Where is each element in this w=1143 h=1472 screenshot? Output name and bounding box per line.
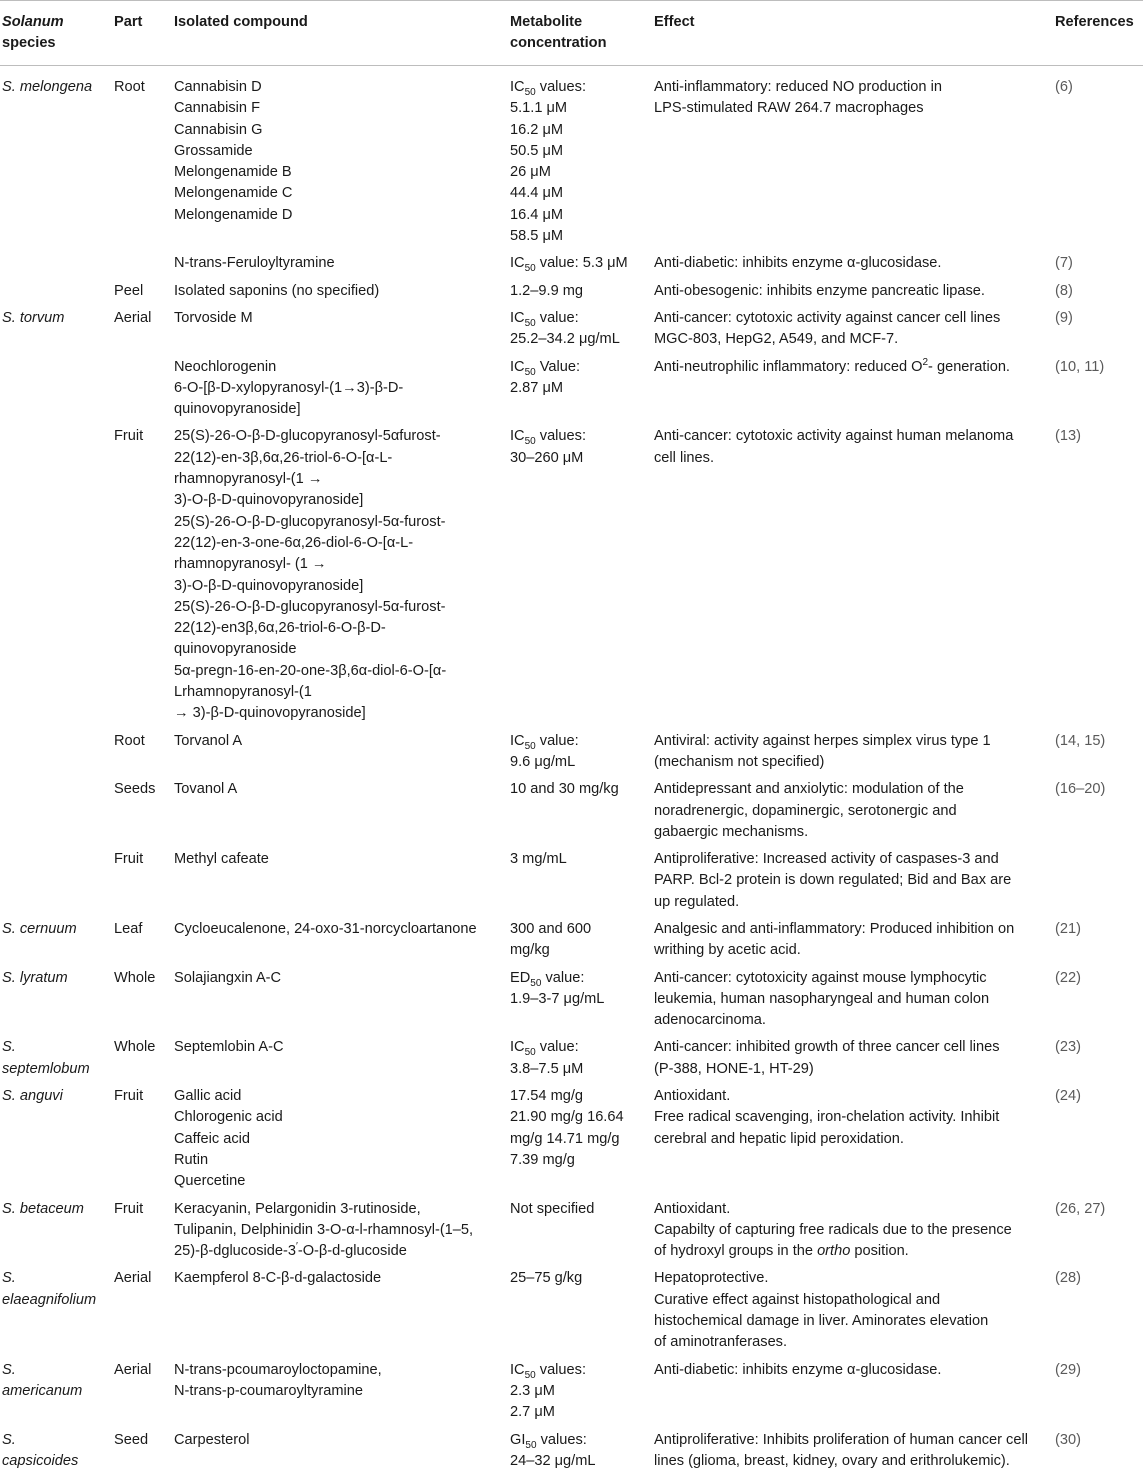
compound-cell: Solajiangxin A-C <box>171 968 507 1038</box>
compound-cell: Cycloeucalenone, 24-oxo-31-norcycloartanone <box>171 919 507 968</box>
header-references: References <box>1052 1 1143 66</box>
effect-cell: Anti-cancer: cytotoxic activity against cancer cell lines MGC-803, HepG2, A549, and MCF-7. <box>651 308 1052 357</box>
header-effect: Effect <box>651 1 1052 66</box>
species-cell: S. anguvi <box>0 1086 111 1198</box>
species-cell <box>0 849 111 919</box>
part-cell: Seeds <box>111 779 171 849</box>
part-cell: Aerial <box>111 1268 171 1359</box>
effect-cell: Antidepressant and anxiolytic: modulation of the noradrenergic, dopaminergic, serotonergic and gabaergic mechanisms. <box>651 779 1052 849</box>
references-cell: (9) <box>1052 308 1143 357</box>
header-row <box>0 1 1143 66</box>
effect-cell: Anti-inflammatory: reduced NO production in LPS-stimulated RAW 264.7 macrophages <box>651 77 1052 253</box>
table-row <box>0 1037 1143 1086</box>
header-concentration: Metabolite concentration <box>507 1 651 66</box>
part-cell: Peel <box>111 281 171 308</box>
table-row <box>0 1268 1143 1359</box>
references-cell: (13) <box>1052 426 1143 730</box>
effect-cell: Anti-cancer: cytotoxicity against mouse lymphocytic leukemia, human nasopharyngeal and human colon adenocarcinoma. <box>651 968 1052 1038</box>
concentration-cell: 300 and 600 mg/kg <box>507 919 651 968</box>
references-cell: (23) <box>1052 1037 1143 1086</box>
compound-cell: Tovanol A <box>171 779 507 849</box>
species-cell: S. elaeagnifolium <box>0 1268 111 1359</box>
effect-cell: Anti-cancer: cytotoxic activity against human melanoma cell lines. <box>651 426 1052 730</box>
table-row <box>0 919 1143 968</box>
table-row <box>0 308 1143 357</box>
part-cell: Aerial <box>111 308 171 357</box>
effect-cell: Antiproliferative: Inhibits proliferation of human cancer cell lines (glioma, breast, kidney, ovary and erithrolukemic). <box>651 1430 1052 1472</box>
compound-cell: N-trans-pcoumaroyloctopamine, N-trans-p-coumaroyltyramine <box>171 1360 507 1430</box>
part-cell: Root <box>111 731 171 780</box>
references-cell: (16–20) <box>1052 779 1143 849</box>
part-cell: Leaf <box>111 919 171 968</box>
part-cell: Root <box>111 77 171 253</box>
species-cell: S. torvum <box>0 308 111 357</box>
species-cell: S. septemlobum <box>0 1037 111 1086</box>
references-cell: (22) <box>1052 968 1143 1038</box>
table-row <box>0 1430 1143 1472</box>
references-cell: (14, 15) <box>1052 731 1143 780</box>
part-cell: Fruit <box>111 849 171 919</box>
compound-cell: Cannabisin D Cannabisin F Cannabisin G Grossamide Melongenamide B Melongenamide C Melongenamide D <box>171 77 507 253</box>
references-cell: (10, 11) <box>1052 357 1143 427</box>
references-cell: (6) <box>1052 77 1143 253</box>
references-cell <box>1052 849 1143 919</box>
table-body <box>0 66 1143 1472</box>
table-row <box>0 1199 1143 1269</box>
species-cell: S. capsicoides <box>0 1430 111 1472</box>
table-row <box>0 77 1143 253</box>
references-cell: (28) <box>1052 1268 1143 1359</box>
concentration-cell: $IC_{50}$ Value: 2.87 μM <box>507 357 651 427</box>
compound-cell: Carpesterol <box>171 1430 507 1472</box>
species-cell: S. lyratum <box>0 968 111 1038</box>
species-cell <box>0 426 111 730</box>
compound-cell: Torvanol A <box>171 731 507 780</box>
table-row <box>0 731 1143 780</box>
header-compound: Isolated compound <box>171 1 507 66</box>
concentration-cell: $IC_{50}$ value: 3.8–7.5 μM <box>507 1037 651 1086</box>
table-row <box>0 779 1143 849</box>
part-cell: Seed <box>111 1430 171 1472</box>
references-cell: (8) <box>1052 281 1143 308</box>
table-row <box>0 1086 1143 1198</box>
concentration-cell: $IC_{50}$ values: 30–260 μM <box>507 426 651 730</box>
effect-cell: Antioxidant. Free radical scavenging, iron-chelation activity. Inhibit cerebral and hepatic lipid peroxidation. <box>651 1086 1052 1198</box>
effect-cell: Anti-obesogenic: inhibits enzyme pancreatic lipase. <box>651 281 1052 308</box>
effect-cell: Anti-diabetic: inhibits enzyme α-glucosidase. <box>651 253 1052 280</box>
table-row <box>0 253 1143 280</box>
species-cell: S. melongena <box>0 77 111 253</box>
references-cell: (24) <box>1052 1086 1143 1198</box>
species-cell <box>0 281 111 308</box>
effect-cell: Antiviral: activity against herpes simplex virus type 1 (mechanism not specified) <box>651 731 1052 780</box>
references-cell: (26, 27) <box>1052 1199 1143 1269</box>
compound-cell: N-trans-Feruloyltyramine <box>171 253 507 280</box>
species-cell <box>0 731 111 780</box>
part-cell: Whole <box>111 968 171 1038</box>
species-cell <box>0 779 111 849</box>
references-cell: (21) <box>1052 919 1143 968</box>
table-header <box>0 1 1143 66</box>
header-species: Solanum species <box>0 1 111 66</box>
concentration-cell: $IC_{50}$ values: 2.3 μM 2.7 μM <box>507 1360 651 1430</box>
effect-cell: Anti-cancer: inhibited growth of three cancer cell lines (P-388, HONE-1, HT-29) <box>651 1037 1052 1086</box>
compound-cell: Isolated saponins (no specified) <box>171 281 507 308</box>
effect-cell: Antiproliferative: Increased activity of caspases-3 and PARP. Bcl-2 protein is down regulated; Bid and Bax are up regulated. <box>651 849 1052 919</box>
effect-cell: Anti-neutrophilic inflammatory: reduced $O^2-$ generation. <box>651 357 1052 427</box>
concentration-cell: $IC_{50}$ value: 9.6 μg/mL <box>507 731 651 780</box>
concentration-cell: Not specified <box>507 1199 651 1269</box>
compound-cell: Neochlorogenin 6-O-[β-D-xylopyranosyl-(1→3)-β-D- quinovopyranoside] <box>171 357 507 427</box>
table-row <box>0 849 1143 919</box>
compound-cell: Keracyanin, Pelargonidin 3-rutinoside, Tulipanin, Delphinidin 3-O-α-l-rhamnosyl-(1–5, 25)-β-dglucoside-3′-O-β-d-glucoside <box>171 1199 507 1269</box>
effect-cell: Antioxidant. Capabilty of capturing free radicals due to the presence of hydroxyl groups in the ortho position. <box>651 1199 1052 1269</box>
table-row <box>0 357 1143 427</box>
part-cell: Aerial <box>111 1360 171 1430</box>
species-cell <box>0 357 111 427</box>
species-cell <box>0 253 111 280</box>
part-cell: Fruit <box>111 1199 171 1269</box>
part-cell <box>111 357 171 427</box>
part-cell <box>111 253 171 280</box>
part-cell: Fruit <box>111 426 171 730</box>
concentration-cell: $IC_{50}$ value: 5.3 μM <box>507 253 651 280</box>
part-cell: Whole <box>111 1037 171 1086</box>
compound-cell: 25(S)-26-O-β-D-glucopyranosyl-5αfurost- 22(12)-en-3β,6α,26-triol-6-O-[α-L- rhamnopyranosyl-(1 → 3)-O-β-D-quinovopyranoside] 25(S)-26-O-β-D-glucopyranosyl-5α-furost- 22(12)-en-3-one-6α,26-diol-6-O-[α-L- rhamnopyranosyl- (1 → 3)-O-β-D-quinovopyranoside] 25(S)-26-O-β-D-glucopyranosyl-5α-furost- 22(12)-en3β,6α,26-triol-6-O-β-D- quinovopyranoside 5α-pregn-16-en-20-one-3β,6α-diol-6-O-[α- Lrhamnopyranosyl-(1 → 3)-β-D-quinovopyranoside] <box>171 426 507 730</box>
species-cell: S. cernuum <box>0 919 111 968</box>
references-cell: (7) <box>1052 253 1143 280</box>
compound-cell: Septemlobin A-C <box>171 1037 507 1086</box>
species-cell: S. betaceum <box>0 1199 111 1269</box>
compound-cell: Kaempferol 8-C-β-d-galactoside <box>171 1268 507 1359</box>
concentration-cell: 10 and 30 mg/kg <box>507 779 651 849</box>
table-row <box>0 426 1143 730</box>
header-part: Part <box>111 1 171 66</box>
references-cell: (29) <box>1052 1360 1143 1430</box>
concentration-cell: 17.54 mg/g 21.90 mg/g 16.64 mg/g 14.71 mg/g 7.39 mg/g <box>507 1086 651 1198</box>
references-cell: (30) <box>1052 1430 1143 1472</box>
part-cell: Fruit <box>111 1086 171 1198</box>
concentration-cell: 3 mg/mL <box>507 849 651 919</box>
effect-cell: Hepatoprotective. Curative effect against histopathological and histochemical damage in liver. Aminorates elevation of aminotranferases. <box>651 1268 1052 1359</box>
concentration-cell: $ED_{50}$ value: 1.9–3-7 μg/mL <box>507 968 651 1038</box>
compound-cell: Methyl cafeate <box>171 849 507 919</box>
effect-cell: Anti-diabetic: inhibits enzyme α-glucosidase. <box>651 1360 1052 1430</box>
compound-cell: Torvoside M <box>171 308 507 357</box>
effect-cell: Analgesic and anti-inflammatory: Produced inhibition on writhing by acetic acid. <box>651 919 1052 968</box>
species-cell: S. americanum <box>0 1360 111 1430</box>
concentration-cell: 25–75 g/kg <box>507 1268 651 1359</box>
compound-cell: Gallic acid Chlorogenic acid Caffeic acid Rutin Quercetine <box>171 1086 507 1198</box>
concentration-cell: $IC_{50}$ value: 25.2–34.2 μg/mL <box>507 308 651 357</box>
table-row <box>0 968 1143 1038</box>
table-row <box>0 1360 1143 1430</box>
spacer-row <box>0 66 1143 78</box>
concentration-cell: $GI_{50}$ values: 24–32 μg/mL <box>507 1430 651 1472</box>
table-row <box>0 281 1143 308</box>
concentration-cell: $IC_{50}$ values: 5.1.1 μM 16.2 μM 50.5 μM 26 μM 44.4 μM 16.4 μM 58.5 μM <box>507 77 651 253</box>
concentration-cell: 1.2–9.9 mg <box>507 281 651 308</box>
